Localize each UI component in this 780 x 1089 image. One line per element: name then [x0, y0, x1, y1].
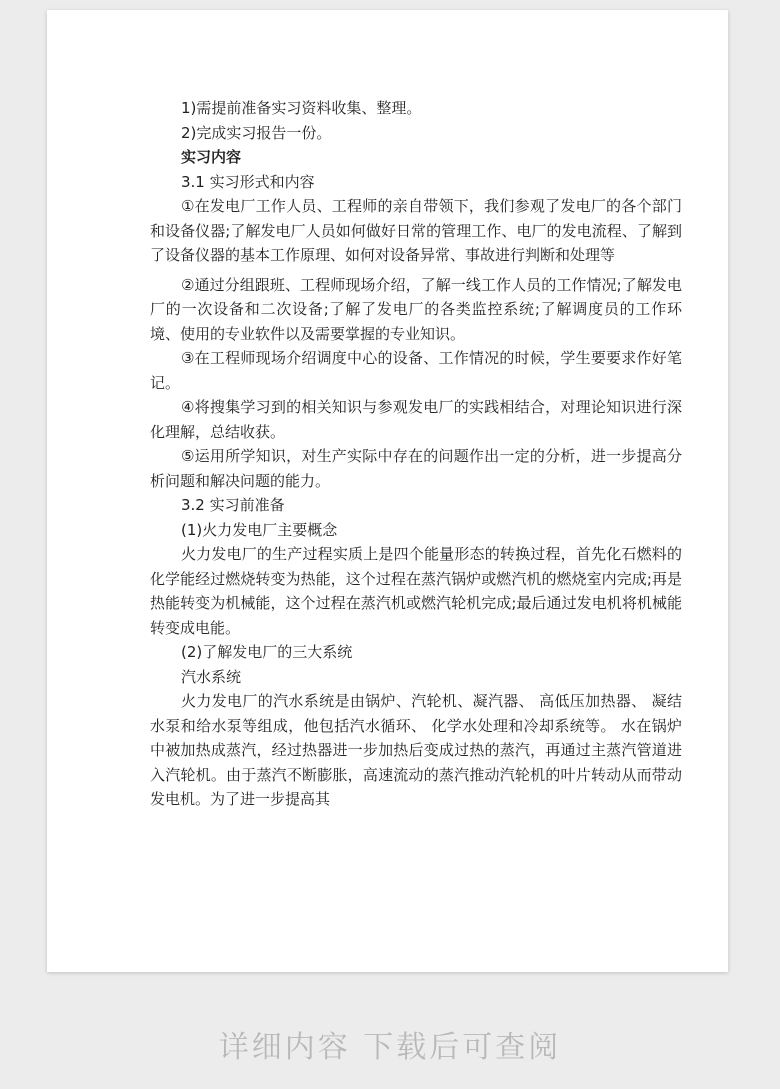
- paragraph: 3.2 实习前准备: [181, 496, 285, 514]
- paragraph: (2)了解发电厂的三大系统: [181, 643, 353, 661]
- paragraph: ⑤运用所学知识，对生产实际中存在的问题作出一定的分析，进一步提高分析问题和解决问题的能力。: [150, 447, 682, 490]
- paragraph: 3.1 实习形式和内容: [181, 172, 315, 191]
- paragraph: ④将搜集学习到的相关知识与参观发电厂的实践相结合，对理论知识进行深化理解，总结收获。: [150, 398, 682, 441]
- document-page: [47, 10, 728, 972]
- paragraph: 火力发电厂的生产过程实质上是四个能量形态的转换过程，首先化石燃料的化学能经过燃烧转变为热能，这个过程在蒸汽锅炉或燃汽机的燃烧室内完成;再是热能转变为机械能，这个过程在蒸汽机或燃汽轮机完成;最后通过发电机将机械能转变成电能。: [150, 545, 682, 637]
- section-heading: 实习内容: [181, 148, 242, 166]
- paragraph: 汽水系统: [181, 667, 242, 686]
- paragraph: 火力发电厂的汽水系统是由锅炉、汽轮机、凝汽器、 高低压加热器、 凝结水泵和给水泵等组成，他包括汽水循环、 化学水处理和冷却系统等。 水在锅炉中被加热成蒸汽，经过热器进一步加热后变成过热的蒸汽，再通过主蒸汽管道进入汽轮机。由于蒸汽不断膨胀，高速流动的蒸汽推动汽轮机的叶片转动从而带动发电机。为了进一步提高其: [150, 692, 682, 808]
- paragraph: (1)火力发电厂主要概念: [181, 520, 338, 539]
- paragraph: ②通过分组跟班、工程师现场介绍，了解一线工作人员的工作情况;了解发电厂的一次设备和二次设备;了解了发电厂的各类监控系统;了解调度员的工作环境、使用的专业软件以及需要掌握的专业知识。: [150, 275, 682, 343]
- paragraph: 1)需提前准备实习资料收集、整理。: [181, 99, 422, 117]
- download-notice: 详细内容 下载后可查阅: [218, 1030, 562, 1065]
- paragraph: 2)完成实习报告一份。: [181, 123, 332, 142]
- paragraph: ①在发电厂工作人员、工程师的亲自带领下，我们参观了发电厂的各个部门和设备仪器;了解发电厂人员如何做好日常的管理工作、电厂的发电流程、了解到了设备仪器的基本工作原理、如何对设备异常、事故进行判断和处理等: [150, 197, 682, 264]
- paragraph: ③在工程师现场介绍调度中心的设备、工作情况的时候，学生要要求作好笔记。: [150, 349, 682, 392]
- document-body: [150, 96, 682, 812]
